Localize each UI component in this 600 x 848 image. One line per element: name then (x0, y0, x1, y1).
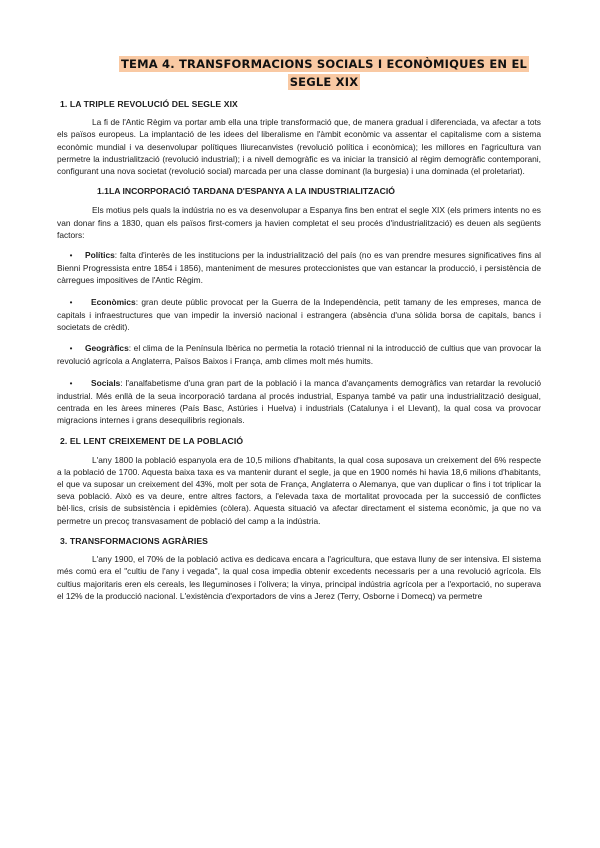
title-block (108, 55, 540, 91)
section-2-heading: 2. EL LENT CREIXEMENT DE LA POBLACIÓ (60, 436, 244, 447)
list-item-text: : l'analfabetisme d'una gran part de la població i la manca d'avançaments demogràfics van retardar la revolució industrial. Més enllà de la seua incorporació tardana al procés industrial, Espanya també va patir una industrialització desigual, centrada en les àrees mineres (País Basc, Astúries i Huelva) i industrials (Catalunya i el Llevant), la qual cosa va provocar migracions internes i grans desequilibris regionals. (57, 377, 541, 426)
section-1-heading: 1. LA TRIPLE REVOLUCIÓ DEL SEGLE XIX (60, 99, 238, 109)
bullet-icon: • (69, 378, 73, 388)
subsection-1-1-heading: 1.1LA INCORPORACIÓ TARDANA D'ESPANYA A LA INDUSTRIALITZACIÓ (97, 186, 395, 197)
list-item-term: Geogràfics (85, 343, 129, 354)
list-item-social (57, 377, 541, 427)
factors-list (57, 249, 541, 426)
section-3-heading: 3. TRANSFORMACIONS AGRÀRIES (60, 535, 209, 546)
section-1-paragraph: La fi de l'Antic Règim va portar amb ella una triple transformació que, de manera gradual i diferenciada, va afectar a tots els països europeus. La implantació de les idees del liberalisme en l'àmbit econòmic va assentar el capitalisme com a sistema econòmic mundial i va desenvolupar polítiques lliurecanvistes (revolució política i econòmica); les millores en l'agricultura van permetre la industrialització (revolució industrial); i a nivell demogràfic es va iniciar la transició al règim demogràfic contemporani, configurant una nova societat (revolució social) marcada per una classe dominant (la burgesia) i una dominada (el proletariat). (57, 117, 541, 177)
bullet-icon: • (69, 251, 73, 261)
bullet-icon: • (69, 297, 73, 307)
list-item-text: : gran deute públic provocat per la Guerra de la Independència, petit tamany de les empreses, manca de capitals i infraestructures que van impedir la inversió nacional i estrangera (absència d'una sòlida borsa de capitals, bancs i societats de crèdit). (57, 296, 541, 333)
list-item-term: Socials (91, 377, 121, 388)
list-item-term: Polítics (85, 250, 115, 261)
subsection-1-1-paragraph: Els motius pels quals la indústria no es va desenvolupar a Espanya fins ben entrat el segle XIX (els primers intents no es van donar fins a 1830, quan els països first-comers ja havien completat el seu procés d'industrialització) es deuen als següents factors: (57, 205, 541, 240)
list-item-politics (57, 249, 541, 287)
section-3-paragraph: L'any 1900, el 70% de la població activa es dedicava encara a l'agricultura, que estava lluny de ser intensiva. El sistema més comú era el "cultiu de l'any i vegada", la qual cosa impedia obtenir excedents necessaris per a una revolució agrícola. Els cultius majoritaris eren els cereals, les lleguminoses i l'olivera; la vinya, principal indústria agrícola per a l'exportació, no superava el 12% de la producció nacional. L'existència d'exportadors de vins a Jerez (Terry, Osborne i Domecq) va permetre (57, 554, 541, 601)
bullet-icon: • (69, 344, 73, 354)
document-body (57, 98, 541, 610)
list-item-economics (57, 296, 541, 334)
section-2-paragraph: L'any 1800 la població espanyola era de 10,5 milions d'habitants, la qual cosa suposava un creixement del 6% respecte a la població de 1700. Aquesta baixa taxa es va mantenir durant el segle, ja que en 1900 només hi havia 18,6 milions d'habitants, el que va suposar un creixement del 43%, molt per sota de França, Anglaterra o Alemanya, que van duplicar o fins i tot triplicar la seva població. Això es va deure, entre altres factors, a l'elevada taxa de mortalitat provocada per la successió de conflictes bèl·lics, crisis de subsistència i epidèmies (còlera). Aquesta situació va afectar directament el sistema econòmic, ja que no va permetre un precoç transvasament de població del camp a la indústria. (57, 454, 541, 526)
list-item-text: : el clima de la Península Ibèrica no permetia la rotació triennal ni la introducció de cultius que van provocar la revolució agrícola a Anglaterra, Països Baixos i França, amb climes molt més humits. (57, 343, 541, 367)
document-title: TEMA 4. TRANSFORMACIONS SOCIALS I ECONÒMIQUES EN EL SEGLE XIX (120, 57, 528, 89)
list-item-geography (57, 342, 541, 367)
list-item-term: Econòmics (91, 296, 136, 307)
list-item-text: : falta d'interès de les institucions per la industrialització del país (no es van prendre mesures significatives fins al Bienni Progressista entre 1854 i 1856), manteniment de mesures proteccionistes que van estancar la producció, i persistència de càrregues impositives de l'Antic Règim. (57, 250, 541, 286)
